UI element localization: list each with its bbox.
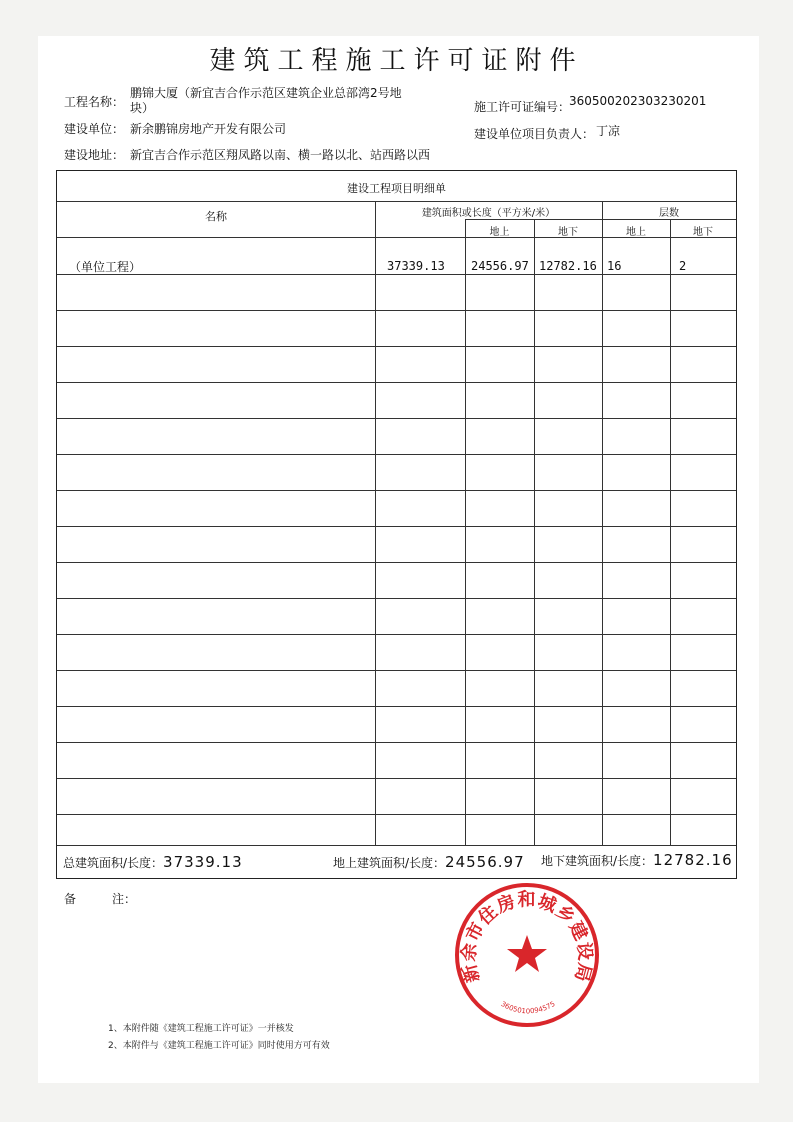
row-floors-below: 2 (679, 259, 687, 273)
below-area-value: 12782.16 (653, 851, 733, 869)
table-caption: 建设工程项目明细单 (347, 182, 446, 195)
above-area-value: 24556.97 (445, 853, 525, 871)
row-floors-above: 16 (607, 259, 622, 273)
official-seal (452, 880, 602, 1030)
note-2: 2、本附件与《建筑工程施工许可证》同时使用方可有效 (108, 1041, 330, 1051)
svg-text:3605010094575 (499, 1000, 556, 1015)
column-floors-header: 层数 (659, 208, 679, 219)
row-area-above: 24556.97 (471, 259, 529, 273)
project-name-label: 工程名称： (64, 95, 125, 109)
manager-label: 建设单位项目负责人： (474, 127, 595, 141)
total-area-value: 37339.13 (163, 853, 243, 871)
above-ground-area (333, 853, 525, 871)
remark-label-b: 注： (112, 892, 137, 906)
project-name-line1: 鹏锦大厦（新宜吉合作示范区建筑企业总部湾2号地 (130, 86, 402, 100)
below-area-label: 地下建筑面积/长度： (541, 854, 654, 868)
area-above-subheader: 地上 (489, 227, 510, 238)
seal-star-icon (507, 935, 547, 972)
permit-number-value: 360500202303230201 (569, 94, 707, 108)
seal-graphic (452, 880, 602, 1030)
area-below-subheader: 地下 (558, 227, 578, 238)
floors-below-subheader: 地下 (693, 227, 713, 238)
row-area-below: 12782.16 (539, 259, 597, 273)
address-value: 新宜吉合作示范区翔凤路以南、横一路以北、站西路以西 (130, 148, 431, 162)
row-total-area: 37339.13 (387, 259, 445, 273)
builder-value: 新余鹏锦房地产开发有限公司 (130, 122, 287, 136)
project-detail-table (56, 170, 737, 879)
note-1: 1、本附件随《建筑工程施工许可证》一并核发 (108, 1024, 294, 1034)
total-area-label: 总建筑面积/长度： (63, 856, 164, 870)
below-ground-area (541, 851, 733, 869)
floors-above-subheader: 地上 (626, 227, 646, 238)
column-name-header: 名称 (205, 210, 227, 223)
seal-text: 新余市住房和城乡建设局 (458, 889, 596, 985)
above-area-label: 地上建筑面积/长度： (333, 856, 446, 870)
project-name-line2: 块） (130, 101, 155, 115)
manager-value: 丁凉 (596, 124, 621, 138)
builder-label: 建设单位： (64, 122, 125, 136)
total-area (63, 853, 243, 871)
permit-number-label: 施工许可证编号： (474, 100, 571, 114)
seal-code: 3605010094575 (499, 999, 557, 1016)
column-area-header: 建筑面积或长度（平方米/米） (421, 208, 556, 219)
address-label: 建设地址： (64, 148, 125, 162)
document-title: 建筑工程施工许可证附件 (209, 46, 584, 76)
row-project-name: （单位工程） (69, 260, 142, 274)
remark-label-a: 备 (64, 892, 77, 906)
